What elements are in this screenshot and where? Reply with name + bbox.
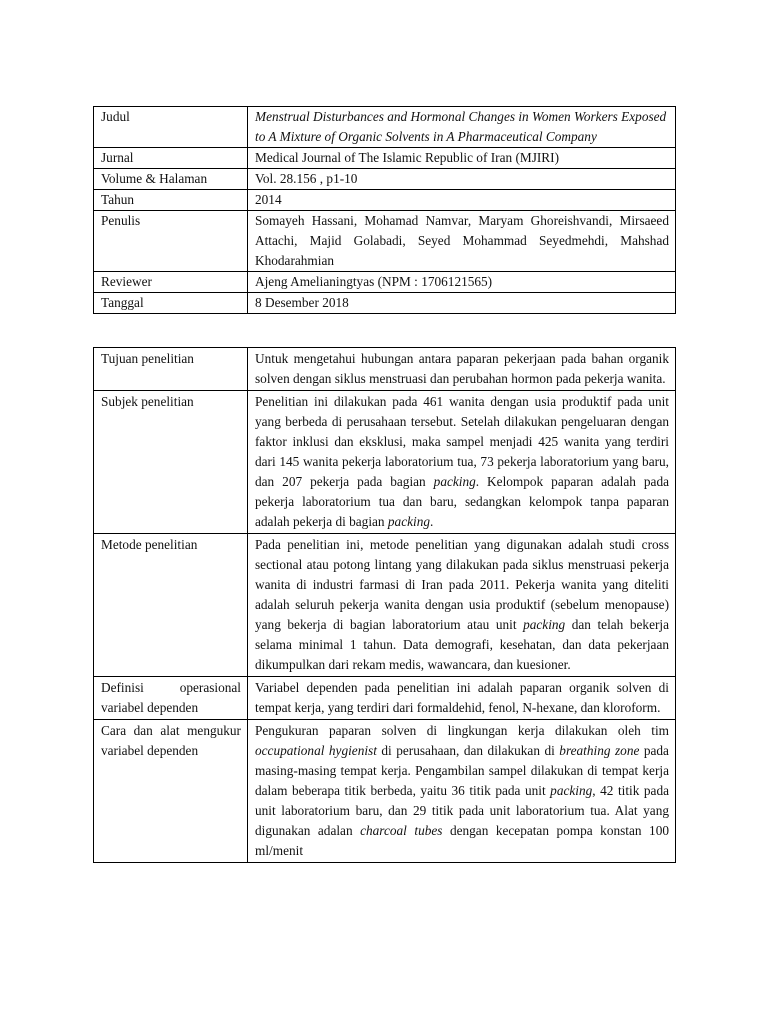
cara-emphasis-2: breathing zone — [559, 743, 640, 758]
subjek-label: Subjek penelitian — [94, 391, 248, 534]
cara-text-3: pada masing-masing tempat kerja. Pengambilan sampel dilakukan di tempat kerja dalam beberapa titik berbeda, yaitu 36 titik pada unit — [255, 743, 669, 798]
tujuan-value: Untuk mengetahui hubungan antara paparan pekerjaan pada bahan organik solven dengan siklus menstruasi dan perubahan hormon pada pekerja wanita. — [248, 348, 676, 391]
metode-emphasis-1: packing — [523, 617, 566, 632]
tahun-label: Tahun — [94, 190, 248, 211]
cara-text-2: di perusahaan, dan dilakukan di — [376, 743, 560, 758]
tanggal-value: 8 Desember 2018 — [248, 293, 676, 314]
cara-label: Cara dan alat mengukur variabel dependen — [94, 720, 248, 863]
subjek-value — [248, 391, 676, 534]
table-row — [94, 720, 676, 863]
judul-value: Menstrual Disturbances and Hormonal Changes in Women Workers Exposed to A Mixture of Organic Solvents in A Pharmaceutical Company — [248, 107, 676, 148]
tujuan-label: Tujuan penelitian — [94, 348, 248, 391]
table-row — [94, 534, 676, 677]
metode-text-2: dan telah bekerja selama minimal 1 tahun. Data demografi, kesehatan, dan data pekerjaan dikumpulkan dari rekam medis, wawancara, dan kuesioner. — [255, 617, 669, 672]
subjek-text-1: Penelitian ini dilakukan pada 461 wanita dengan usia produktif pada unit yang berbeda di perusahaan tersebut. Setelah dilakukan pengeluaran dengan faktor inklusi dan eksklusi, maka sampel menjadi 425 wanita yang terdiri dari 145 wanita pekerja laboratorium tua, 73 pekerja laboratorium yang baru, dan 207 pekerja pada bagian — [255, 394, 669, 489]
cara-text-5: dengan kecepatan pompa konstan 100 ml/menit — [255, 823, 669, 858]
cara-text-4: , 42 titik pada unit laboratorium baru, dan 29 titik pada unit laboratorium tua. Alat yang digunakan adalan — [255, 783, 670, 838]
penulis-value: Somayeh Hassani, Mohamad Namvar, Maryam Ghoreishvandi, Mirsaeed Attachi, Majid Golabadi, Seyed Mohammad Seyedmehdi, Mahshad Khodarahmian — [248, 211, 676, 272]
table-row — [94, 293, 676, 314]
cara-text-1: Pengukuran paparan solven di lingkungan kerja dilakukan oleh tim — [255, 723, 669, 738]
table-row — [94, 211, 676, 272]
reviewer-value: Ajeng Amelianingtyas (NPM : 1706121565) — [248, 272, 676, 293]
cara-emphasis-1: occupational hygienist — [255, 743, 377, 758]
tahun-value: 2014 — [248, 190, 676, 211]
table-row — [94, 677, 676, 720]
penulis-label: Penulis — [94, 211, 248, 272]
definisi-label: Definisi operasional variabel dependen — [94, 677, 248, 720]
research-summary-table — [93, 347, 676, 863]
volume-value: Vol. 28.156 , p1-10 — [248, 169, 676, 190]
tanggal-label: Tanggal — [94, 293, 248, 314]
table-row — [94, 190, 676, 211]
reviewer-label: Reviewer — [94, 272, 248, 293]
cara-emphasis-4: charcoal tubes — [360, 823, 443, 838]
metode-label: Metode penelitian — [94, 534, 248, 677]
subjek-emphasis-1: packing — [433, 474, 476, 489]
table-row — [94, 348, 676, 391]
table-row — [94, 391, 676, 534]
definisi-value: Variabel dependen pada penelitian ini adalah paparan organik solven di tempat kerja, yang terdiri dari formaldehid, fenol, N-hexane, dan kloroform. — [248, 677, 676, 720]
article-info-table — [93, 106, 676, 314]
table-row — [94, 169, 676, 190]
table-row — [94, 272, 676, 293]
subjek-text-2: . Kelompok paparan adalah pada pekerja laboratorium tua dan baru, sedangkan kelompok tanpa paparan adalah pekerja di bagian — [255, 474, 669, 529]
volume-label: Volume & Halaman — [94, 169, 248, 190]
metode-value — [248, 534, 676, 677]
cara-emphasis-3: packing — [550, 783, 593, 798]
subjek-emphasis-2: packing — [387, 514, 430, 529]
jurnal-value: Medical Journal of The Islamic Republic of Iran (MJIRI) — [248, 148, 676, 169]
subjek-text-3: . — [430, 514, 434, 529]
cara-value — [248, 720, 676, 863]
judul-label: Judul — [94, 107, 248, 148]
table-row — [94, 107, 676, 148]
table-row — [94, 148, 676, 169]
jurnal-label: Jurnal — [94, 148, 248, 169]
metode-text-1: Pada penelitian ini, metode penelitian yang digunakan adalah studi cross sectional atau potong lintang yang dilakukan pada siklus menstruasi pekerja wanita di industri farmasi di Iran pada 2011. Pekerja wanita yang diteliti adalah seluruh pekerja wanita dengan usia produktif (sebelum menopause) yang bekerja di bagian laboratorium atau unit — [255, 537, 669, 632]
